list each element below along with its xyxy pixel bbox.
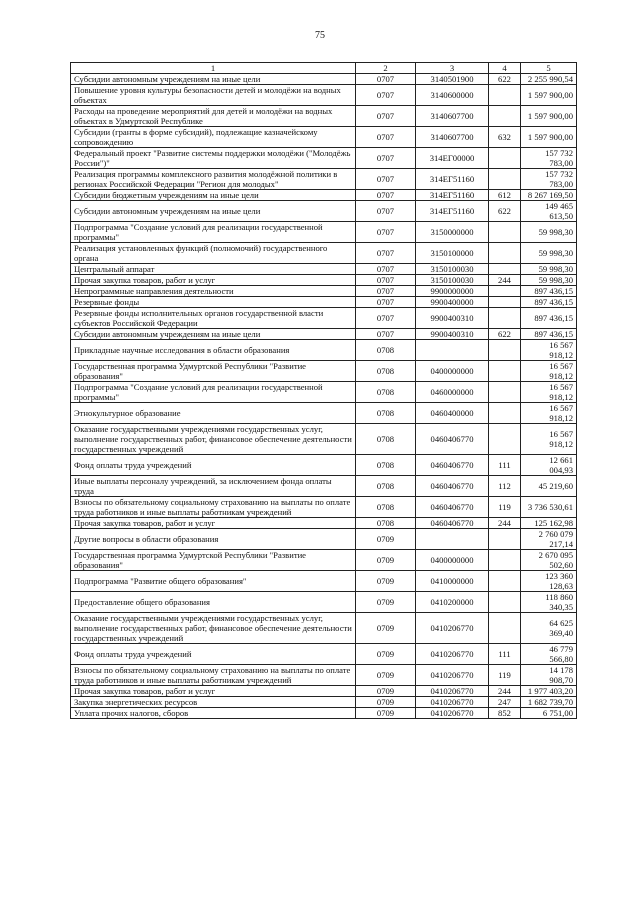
expense-name: Государственная программа Удмуртской Республики "Развитие образования" bbox=[71, 361, 356, 382]
section-code: 0708 bbox=[356, 382, 416, 403]
amount: 64 625 369,40 bbox=[521, 613, 577, 644]
target-code: 3150100000 bbox=[416, 243, 489, 264]
expense-type-code: 622 bbox=[489, 74, 521, 85]
section-code: 0707 bbox=[356, 286, 416, 297]
table-row bbox=[71, 476, 577, 497]
expense-name: Закупка энергетических ресурсов bbox=[71, 697, 356, 708]
section-code: 0707 bbox=[356, 243, 416, 264]
section-code: 0707 bbox=[356, 169, 416, 190]
target-code: 3150100030 bbox=[416, 264, 489, 275]
target-code: 0410206770 bbox=[416, 613, 489, 644]
target-code: 9900400310 bbox=[416, 308, 489, 329]
amount: 118 860 340,35 bbox=[521, 592, 577, 613]
expense-type-code: 244 bbox=[489, 275, 521, 286]
section-code: 0708 bbox=[356, 424, 416, 455]
expense-name: Субсидии автономным учреждениям на иные цели bbox=[71, 74, 356, 85]
table-row bbox=[71, 529, 577, 550]
expense-type-code bbox=[489, 403, 521, 424]
budget-table-body bbox=[71, 63, 577, 719]
table-row bbox=[71, 382, 577, 403]
expense-name: Предоставление общего образования bbox=[71, 592, 356, 613]
amount: 2 760 079 217,14 bbox=[521, 529, 577, 550]
expense-name: Непрограммные направления деятельности bbox=[71, 286, 356, 297]
target-code: 0460000000 bbox=[416, 382, 489, 403]
expense-type-code: 111 bbox=[489, 644, 521, 665]
expense-name: Федеральный проект "Развитие системы поддержки молодёжи ("Молодёжь России")" bbox=[71, 148, 356, 169]
table-row bbox=[71, 340, 577, 361]
expense-name: Подпрограмма "Создание условий для реализации государственной программы" bbox=[71, 222, 356, 243]
section-code: 0709 bbox=[356, 686, 416, 697]
section-code: 0709 bbox=[356, 708, 416, 719]
section-code: 0708 bbox=[356, 476, 416, 497]
section-code: 0708 bbox=[356, 455, 416, 476]
target-code: 314ЕГ51160 bbox=[416, 169, 489, 190]
amount: 2 255 990,54 bbox=[521, 74, 577, 85]
expense-name: Взносы по обязательному социальному страхованию на выплаты по оплате труда работников и иные выплаты работникам учреждений bbox=[71, 497, 356, 518]
expense-type-code bbox=[489, 529, 521, 550]
expense-name: Фонд оплаты труда учреждений bbox=[71, 455, 356, 476]
target-code: 0460406770 bbox=[416, 455, 489, 476]
target-code: 3140607700 bbox=[416, 127, 489, 148]
section-code: 0709 bbox=[356, 644, 416, 665]
table-row bbox=[71, 222, 577, 243]
section-code: 0709 bbox=[356, 571, 416, 592]
section-code: 0708 bbox=[356, 403, 416, 424]
section-code: 0709 bbox=[356, 550, 416, 571]
section-code: 0707 bbox=[356, 264, 416, 275]
expense-name: Иные выплаты персоналу учреждений, за исключением фонда оплаты труда bbox=[71, 476, 356, 497]
amount: 897 436,15 bbox=[521, 308, 577, 329]
amount: 1 597 900,00 bbox=[521, 127, 577, 148]
expense-type-code: 112 bbox=[489, 476, 521, 497]
amount: 16 567 918,12 bbox=[521, 361, 577, 382]
amount: 897 436,15 bbox=[521, 297, 577, 308]
table-row bbox=[71, 550, 577, 571]
section-code: 0709 bbox=[356, 697, 416, 708]
expense-name: Реализация установленных функций (полномочий) государственного органа bbox=[71, 243, 356, 264]
table-row bbox=[71, 74, 577, 85]
target-code: 0460406770 bbox=[416, 518, 489, 529]
expense-name: Прочая закупка товаров, работ и услуг bbox=[71, 686, 356, 697]
table-row bbox=[71, 424, 577, 455]
expense-name: Взносы по обязательному социальному страхованию на выплаты по оплате труда работников и иные выплаты работникам учреждений bbox=[71, 665, 356, 686]
expense-type-code bbox=[489, 613, 521, 644]
expense-type-code bbox=[489, 308, 521, 329]
amount: 16 567 918,12 bbox=[521, 382, 577, 403]
section-code: 0707 bbox=[356, 308, 416, 329]
amount: 149 465 613,50 bbox=[521, 201, 577, 222]
expense-type-code bbox=[489, 264, 521, 275]
expense-name: Расходы на проведение мероприятий для детей и молодёжи на водных объектах в Удмуртской Республике bbox=[71, 106, 356, 127]
target-code: 9900000000 bbox=[416, 286, 489, 297]
expense-type-code bbox=[489, 382, 521, 403]
amount: 897 436,15 bbox=[521, 329, 577, 340]
expense-name: Оказание государственными учреждениями государственных услуг, выполнение государственных работ, финансовое обеспечение деятельности государственных учреждений bbox=[71, 424, 356, 455]
expense-name: Подпрограмма "Создание условий для реализации государственной программы" bbox=[71, 382, 356, 403]
section-code: 0709 bbox=[356, 613, 416, 644]
column-number: 4 bbox=[489, 63, 521, 74]
expense-type-code: 612 bbox=[489, 190, 521, 201]
expense-type-code: 244 bbox=[489, 686, 521, 697]
amount: 16 567 918,12 bbox=[521, 340, 577, 361]
expense-type-code bbox=[489, 571, 521, 592]
target-code: 0410200000 bbox=[416, 592, 489, 613]
expense-type-code bbox=[489, 243, 521, 264]
expense-type-code: 622 bbox=[489, 329, 521, 340]
expense-name: Прочая закупка товаров, работ и услуг bbox=[71, 275, 356, 286]
section-code: 0708 bbox=[356, 518, 416, 529]
amount: 45 219,60 bbox=[521, 476, 577, 497]
target-code: 3140607700 bbox=[416, 106, 489, 127]
table-row bbox=[71, 686, 577, 697]
expense-type-code bbox=[489, 222, 521, 243]
section-code: 0708 bbox=[356, 361, 416, 382]
table-row bbox=[71, 190, 577, 201]
table-row bbox=[71, 571, 577, 592]
expense-type-code bbox=[489, 286, 521, 297]
target-code: 0400000000 bbox=[416, 361, 489, 382]
expense-name: Прикладные научные исследования в области образования bbox=[71, 340, 356, 361]
amount: 897 436,15 bbox=[521, 286, 577, 297]
target-code: 0400000000 bbox=[416, 550, 489, 571]
target-code: 0410206770 bbox=[416, 686, 489, 697]
expense-type-code: 852 bbox=[489, 708, 521, 719]
table-row bbox=[71, 275, 577, 286]
target-code bbox=[416, 529, 489, 550]
expense-type-code bbox=[489, 85, 521, 106]
expense-type-code bbox=[489, 169, 521, 190]
column-number: 3 bbox=[416, 63, 489, 74]
target-code: 9900400310 bbox=[416, 329, 489, 340]
section-code: 0707 bbox=[356, 106, 416, 127]
expense-type-code bbox=[489, 340, 521, 361]
page-number: 75 bbox=[315, 30, 325, 41]
amount: 46 779 566,80 bbox=[521, 644, 577, 665]
budget-table bbox=[70, 62, 577, 719]
target-code: 3150000000 bbox=[416, 222, 489, 243]
section-code: 0707 bbox=[356, 148, 416, 169]
table-row bbox=[71, 127, 577, 148]
expense-name: Подпрограмма "Развитие общего образования" bbox=[71, 571, 356, 592]
table-row bbox=[71, 106, 577, 127]
table-row bbox=[71, 264, 577, 275]
expense-type-code: 632 bbox=[489, 127, 521, 148]
target-code: 0410206770 bbox=[416, 665, 489, 686]
target-code: 0410206770 bbox=[416, 644, 489, 665]
amount: 157 732 783,00 bbox=[521, 169, 577, 190]
amount: 59 998,30 bbox=[521, 222, 577, 243]
expense-name: Субсидии автономным учреждениям на иные цели bbox=[71, 201, 356, 222]
section-code: 0707 bbox=[356, 329, 416, 340]
amount: 1 597 900,00 bbox=[521, 85, 577, 106]
table-row bbox=[71, 148, 577, 169]
amount: 6 751,00 bbox=[521, 708, 577, 719]
target-code: 0410000000 bbox=[416, 571, 489, 592]
amount: 1 682 739,70 bbox=[521, 697, 577, 708]
expense-name: Субсидии автономным учреждениям на иные цели bbox=[71, 329, 356, 340]
expense-name: Фонд оплаты труда учреждений bbox=[71, 644, 356, 665]
expense-type-code bbox=[489, 148, 521, 169]
expense-type-code bbox=[489, 592, 521, 613]
expense-name: Субсидии бюджетным учреждениям на иные цели bbox=[71, 190, 356, 201]
table-row bbox=[71, 697, 577, 708]
expense-type-code: 244 bbox=[489, 518, 521, 529]
expense-type-code: 247 bbox=[489, 697, 521, 708]
expense-name: Прочая закупка товаров, работ и услуг bbox=[71, 518, 356, 529]
column-number: 5 bbox=[521, 63, 577, 74]
section-code: 0707 bbox=[356, 297, 416, 308]
expense-type-code: 622 bbox=[489, 201, 521, 222]
section-code: 0707 bbox=[356, 190, 416, 201]
table-row bbox=[71, 644, 577, 665]
table-row bbox=[71, 708, 577, 719]
expense-type-code: 111 bbox=[489, 455, 521, 476]
amount: 123 360 128,63 bbox=[521, 571, 577, 592]
amount: 59 998,30 bbox=[521, 243, 577, 264]
expense-name: Центральный аппарат bbox=[71, 264, 356, 275]
amount: 3 736 530,61 bbox=[521, 497, 577, 518]
target-code: 3140600000 bbox=[416, 85, 489, 106]
amount: 8 267 169,50 bbox=[521, 190, 577, 201]
expense-name: Резервные фонды исполнительных органов государственной власти субъектов Российской Федерации bbox=[71, 308, 356, 329]
table-row bbox=[71, 403, 577, 424]
section-code: 0707 bbox=[356, 222, 416, 243]
table-row bbox=[71, 592, 577, 613]
expense-name: Уплата прочих налогов, сборов bbox=[71, 708, 356, 719]
target-code: 0460400000 bbox=[416, 403, 489, 424]
target-code: 314ЕГ51160 bbox=[416, 201, 489, 222]
target-code: 0460406770 bbox=[416, 424, 489, 455]
table-row bbox=[71, 497, 577, 518]
expense-name: Реализация программы комплексного развития молодёжной политики в регионах Российской Федерации "Регион для молодых" bbox=[71, 169, 356, 190]
section-code: 0707 bbox=[356, 127, 416, 148]
expense-name: Повышение уровня культуры безопасности детей и молодёжи на водных объектах bbox=[71, 85, 356, 106]
section-code: 0707 bbox=[356, 85, 416, 106]
target-code: 9900400000 bbox=[416, 297, 489, 308]
expense-type-code bbox=[489, 106, 521, 127]
amount: 59 998,30 bbox=[521, 264, 577, 275]
target-code: 3150100030 bbox=[416, 275, 489, 286]
table-row bbox=[71, 518, 577, 529]
table-row bbox=[71, 361, 577, 382]
table-row bbox=[71, 243, 577, 264]
amount: 1 597 900,00 bbox=[521, 106, 577, 127]
amount: 14 178 908,70 bbox=[521, 665, 577, 686]
expense-type-code: 119 bbox=[489, 665, 521, 686]
section-code: 0708 bbox=[356, 340, 416, 361]
section-code: 0709 bbox=[356, 592, 416, 613]
column-number-row bbox=[71, 63, 577, 74]
amount: 16 567 918,12 bbox=[521, 403, 577, 424]
target-code: 0460406770 bbox=[416, 476, 489, 497]
amount: 125 162,98 bbox=[521, 518, 577, 529]
section-code: 0707 bbox=[356, 74, 416, 85]
section-code: 0709 bbox=[356, 665, 416, 686]
expense-name: Государственная программа Удмуртской Республики "Развитие образования" bbox=[71, 550, 356, 571]
amount: 12 661 004,93 bbox=[521, 455, 577, 476]
table-row bbox=[71, 286, 577, 297]
target-code: 3140501900 bbox=[416, 74, 489, 85]
expense-name: Резервные фонды bbox=[71, 297, 356, 308]
table-row bbox=[71, 201, 577, 222]
table-row bbox=[71, 665, 577, 686]
target-code: 0410206770 bbox=[416, 708, 489, 719]
table-row bbox=[71, 308, 577, 329]
target-code: 0460406770 bbox=[416, 497, 489, 518]
expense-type-code bbox=[489, 361, 521, 382]
section-code: 0707 bbox=[356, 201, 416, 222]
section-code: 0708 bbox=[356, 497, 416, 518]
column-number: 2 bbox=[356, 63, 416, 74]
table-row bbox=[71, 329, 577, 340]
expense-name: Оказание государственными учреждениями государственных услуг, выполнение государственных работ, финансовое обеспечение деятельности государственных учреждений bbox=[71, 613, 356, 644]
expense-name: Другие вопросы в области образования bbox=[71, 529, 356, 550]
target-code: 0410206770 bbox=[416, 697, 489, 708]
table-row bbox=[71, 455, 577, 476]
expense-name: Этнокультурное образование bbox=[71, 403, 356, 424]
amount: 157 732 783,00 bbox=[521, 148, 577, 169]
expense-name: Субсидии (гранты в форме субсидий), подлежащие казначейскому сопровождению bbox=[71, 127, 356, 148]
expense-type-code: 119 bbox=[489, 497, 521, 518]
target-code: 314ЕГ00000 bbox=[416, 148, 489, 169]
section-code: 0707 bbox=[356, 275, 416, 286]
expense-type-code bbox=[489, 550, 521, 571]
table-row bbox=[71, 613, 577, 644]
column-number: 1 bbox=[71, 63, 356, 74]
target-code: 314ЕГ51160 bbox=[416, 190, 489, 201]
amount: 2 670 095 502,60 bbox=[521, 550, 577, 571]
amount: 59 998,30 bbox=[521, 275, 577, 286]
table-row bbox=[71, 85, 577, 106]
amount: 16 567 918,12 bbox=[521, 424, 577, 455]
expense-type-code bbox=[489, 424, 521, 455]
expense-type-code bbox=[489, 297, 521, 308]
amount: 1 977 403,20 bbox=[521, 686, 577, 697]
target-code bbox=[416, 340, 489, 361]
table-row bbox=[71, 297, 577, 308]
section-code: 0709 bbox=[356, 529, 416, 550]
table-row bbox=[71, 169, 577, 190]
